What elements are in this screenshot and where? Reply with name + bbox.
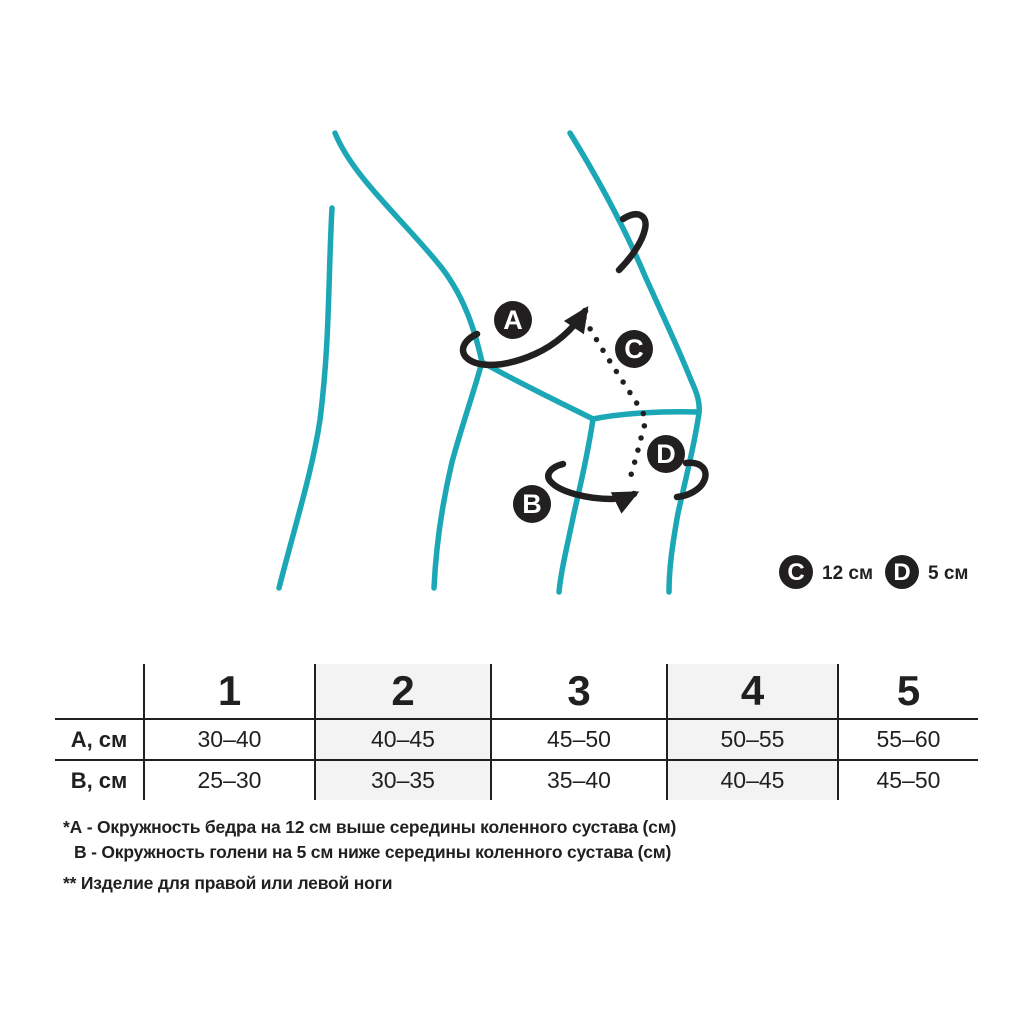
- legend-d-letter: D: [893, 559, 911, 586]
- row-b-label: В, см: [55, 760, 144, 800]
- size-column-4: 4: [667, 664, 838, 719]
- legend-c-value: 12 см: [822, 563, 874, 584]
- marker-c-badge: [615, 330, 653, 368]
- footnote-left-right: ** Изделие для правой или левой ноги: [63, 873, 393, 893]
- marker-b-badge: [513, 485, 551, 523]
- marker-d-label: D: [656, 439, 676, 469]
- row-a-size-3: 45–50: [491, 719, 667, 760]
- marker-c-label: C: [624, 334, 644, 364]
- row-b-size-1: 25–30: [144, 760, 315, 800]
- size-column-3: 3: [491, 664, 667, 719]
- row-a-label: А, см: [55, 719, 144, 760]
- footnote-a: *А - Окружность бедра на 12 см выше середины коленного сустава (см): [63, 817, 677, 837]
- size-table-corner-cell: [55, 664, 144, 719]
- row-b-size-5: 45–50: [838, 760, 978, 800]
- table-row-a: [55, 719, 978, 760]
- knee-top-outline: [593, 412, 699, 419]
- row-a-size-2: 40–45: [315, 719, 491, 760]
- row-a-size-1: 30–40: [144, 719, 315, 760]
- size-column-2: 2: [315, 664, 491, 719]
- row-b-size-2: 30–35: [315, 760, 491, 800]
- standing-leg-back-outline: [279, 208, 332, 588]
- row-a-size-5: 55–60: [838, 719, 978, 760]
- size-table-header-row: [55, 664, 978, 719]
- distance-legend: [779, 555, 968, 589]
- marker-a-label: A: [503, 305, 523, 335]
- size-column-1: 1: [144, 664, 315, 719]
- legend-c-letter: C: [787, 559, 805, 586]
- torso-thigh-outline: [335, 133, 593, 419]
- footnotes: [63, 815, 676, 896]
- size-column-5: 5: [838, 664, 978, 719]
- table-row-b: [55, 760, 978, 800]
- calf-circumference-arrow: [548, 464, 634, 499]
- standing-leg-front-outline: [434, 362, 482, 588]
- size-table: [55, 664, 978, 800]
- footnote-b: В - Окружность голени на 5 см ниже середины коленного сустава (см): [74, 842, 672, 862]
- row-b-size-4: 40–45: [667, 760, 838, 800]
- marker-d-badge: [647, 435, 685, 473]
- marker-b-label: B: [522, 489, 542, 519]
- marker-a-badge: [494, 301, 532, 339]
- legend-d-value: 5 см: [928, 563, 969, 584]
- row-a-size-4: 50–55: [667, 719, 838, 760]
- row-b-size-3: 35–40: [491, 760, 667, 800]
- calf-back-outline: [559, 419, 593, 592]
